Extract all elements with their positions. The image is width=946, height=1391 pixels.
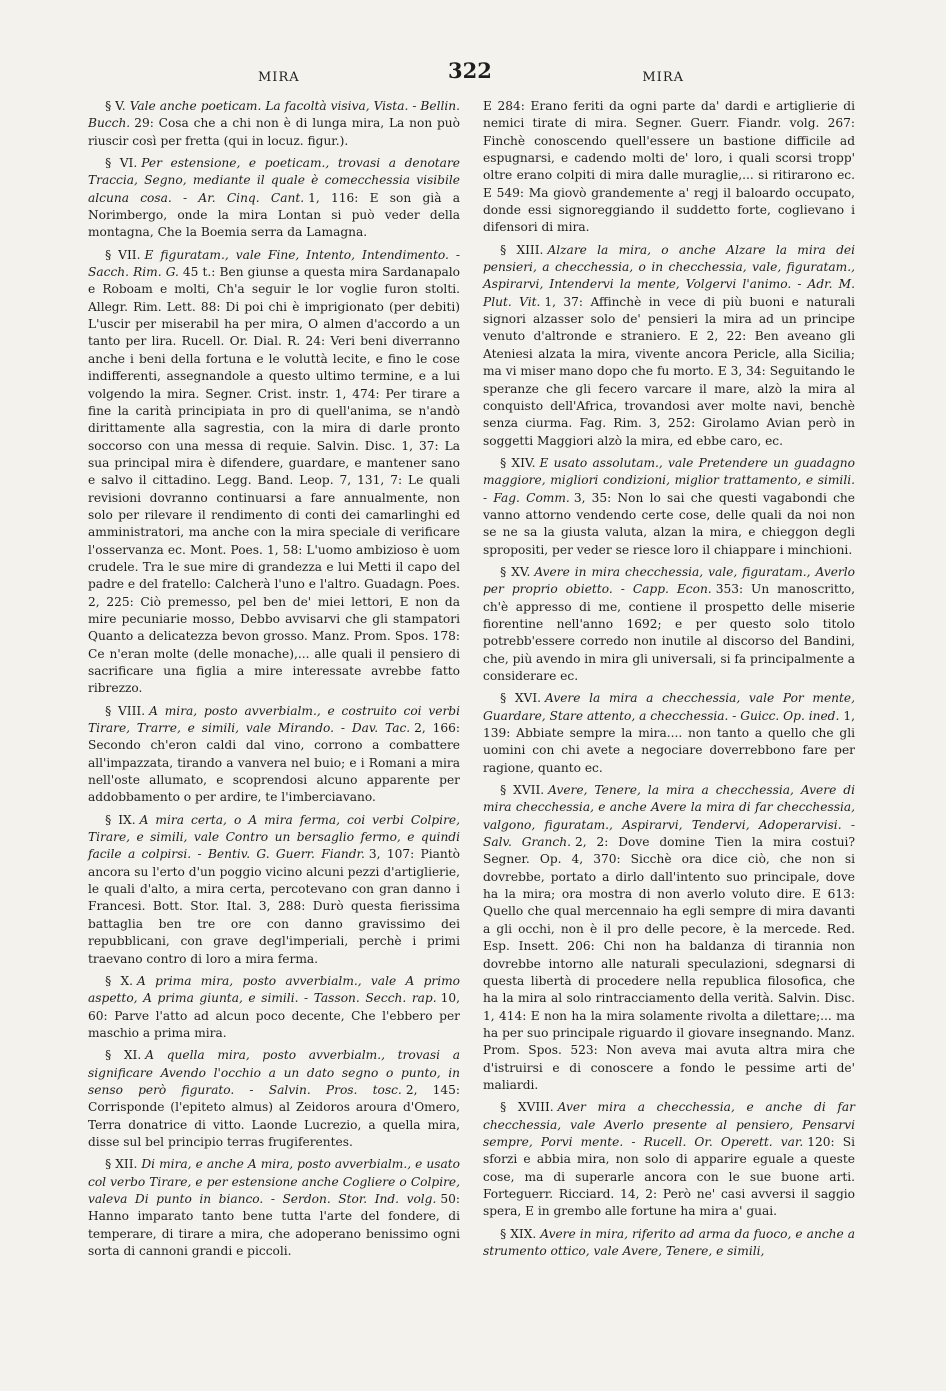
entry-paragraph xyxy=(483,455,855,559)
entry-paragraph xyxy=(483,564,855,685)
section-number: § XIV. xyxy=(500,455,536,470)
entry-paragraph xyxy=(88,812,460,968)
entry-paragraph xyxy=(88,1047,460,1151)
section-number: § VII. xyxy=(105,247,141,262)
entry-paragraph xyxy=(88,155,460,242)
section-number: § XIII. xyxy=(500,242,544,257)
entry-definition: A mira, posto avverbialm., e costruito coi verbi Tirare, Trarre, e simili, vale Mirando. - Dav. Tac. xyxy=(88,703,461,736)
entry-paragraph xyxy=(483,1226,855,1261)
entry-text: 2, 2: Dove domine Tien la mira costui? Segner. Op. 4, 370: Sicchè ora dice ciò, che non si dovrebbe, portato a dirlo dall'intento suo principale, dove ha la mira; ora mostra di non averlo voluto dire. E 613: Quello che qual mercennaio ha egli sempre di mira davanti a gli occhi, non è il pro delle pecore, è la mercede. Red. Esp. Insett. 206: Chi non ha baldanza di tirannia non dovrebbe intorno alle naturali speculazioni, sdegnarsi di questa libertà di procedere nella republica filosofica, che ha la mira al solo rintracciamento della verità. Salvin. Disc. 1, 414: E non ha la mira solamente rivolta a dilettare;... ma ha per suo principale riguardo il giovare insegnando. Manz. Prom. Spos. 523: Non aveva mai avuta altra mira che d'istruirsi e di conoscere a fondo le pessime arti de' maliardi. xyxy=(483,835,855,1092)
entry-definition: Avere la mira a checchessia, vale Por mente, Guardare, Stare attento, a checchessia. - Guicc. Op. ined. xyxy=(483,691,855,723)
entry-text: 353: Un manoscritto, ch'è appresso di me, contiene il prospetto delle miserie fiorentine nell'anno 1692; e per questo solo titolo potrebb'essere corredo non inutile al discorso del Bandini, che, più avendo in mira gli universali, si fa principalmente a considerare ec. xyxy=(483,582,855,683)
entry-text: 10, 60: Parve l'atto ad alcun poco decente, Che l'ebbero per maschio a prima mira. xyxy=(88,991,460,1040)
section-number: § XV. xyxy=(500,564,531,579)
entry-definition: A prima mira, posto avverbialm., vale A primo aspetto, A prima giunta, e simili. - Tasson. Secch. rap. xyxy=(88,973,460,1006)
section-number: § VIII. xyxy=(105,703,146,718)
header-right-word: MIRA xyxy=(642,70,684,85)
entry-definition: A mira certa, o A mira ferma, coi verbi Colpire, Tirare, e simili, vale Contro un bersaglio fermo, e quindi facile a colpirsi. - Bentiv. G. Guerr. Fiandr. xyxy=(88,812,460,862)
section-number: § V. xyxy=(105,99,126,113)
entry-definition: Aver mira a checchessia, e anche di far checchessia, vale Averlo presente al pensiero, Pensarvi sempre, Porvi mente. - Rucell. Or. Operett. var. xyxy=(483,1100,856,1149)
entry-text: 2, 166: Secondo ch'eron caldi dal vino, corrono a combattere all'impazzata, tirando a vanvera nel buio; e i Romani a mira nell'oste allumato, e scoprendosi alcuno apparente per addobbamento o per ardire, te l'imberciavano. xyxy=(88,721,461,805)
entry-paragraph-continued xyxy=(483,98,855,237)
entry-paragraph xyxy=(483,1099,855,1220)
entry-paragraph xyxy=(483,782,855,1094)
entry-text: 1, 37: Affinchè in vece di più buoni e naturali signori alzasser solo de' pensieri la mira ad un principe venuto d'altronde e straniero. E 2, 22: Ben aveano gli Ateniesi alzata la mira, vivente ancora Pericle, alla Sicilia; ma vi miser mano dopo che fu morto. E 3, 34: Seguitando le speranze che gli fecero varcare il mare, alzò la mira al conquisto dell'Africa, trovandosi aver molte navi, benchè senza ciurma. Fag. Rim. 3, 252: Girolamo Avian però in soggetti Maggiori alzò la mira, ed ebbe caro, ec. xyxy=(483,294,855,448)
entry-definition: Avere in mira, riferito ad arma da fuoco, e anche a strumento ottico, vale Avere, Tenere, e simili, xyxy=(483,1226,855,1258)
entry-text: 1, 139: Abbiate sempre la mira.... non tanto a quello che gli uomini con chi avete a negociare doverrebbono fare per ragione, quanto ec. xyxy=(483,708,855,775)
entry-paragraph xyxy=(88,1156,460,1260)
entry-text: 2, 145: Corrisponde (l'epiteto almus) al Zeidoros aroura d'Omero, Terra donatrice di vitto. Laonde Lucrezio, a quella mira, disse sul bel principio terras frugiferentes. xyxy=(88,1082,460,1149)
entry-text: 1, 116: E son già a Norimbergo, onde la mira Lontan si può veder della montagna, Che la Boemia serra da Lamagna. xyxy=(88,190,460,240)
left-column xyxy=(88,98,460,1265)
entry-text: 29: Cosa che a chi non è di lunga mira, La non può riuscir così per fretta (qui in locuz. figur.). xyxy=(88,116,460,148)
entry-text: 3, 107: Piantò ancora su l'erto d'un poggio vicino alcuni pezzi d'artiglierie, le quali d'alto, a mira certa, percotevano con gran danno i Francesi. Bott. Stor. Ital. 3, 288: Durò questa fierissima battaglia ben tre ore con danno gravissimo dei repubblicani, con grave degl'imperiali, perchè i primi traevano contro di loro a mira ferma. xyxy=(88,847,460,966)
entry-text: 3, 35: Non lo sai che questi vagabondi che vanno attorno vendendo certe cose, delle quali da noi non se ne sa la giusta valuta, alzan la mira, e chieggon degli spropositi, per veder se riesce loro il chiappare i minchioni. xyxy=(483,490,855,557)
header-left-word: MIRA xyxy=(258,70,300,85)
entry-paragraph xyxy=(483,242,855,450)
entry-definition: Per estensione, e poeticam., trovasi a denotare Traccia, Segno, mediante il quale è comecchessia visibile alcuna cosa. - Ar. Cinq. Cant. xyxy=(88,156,460,205)
section-number: § XII. xyxy=(105,1157,138,1172)
entry-definition: Vale anche poeticam. La facoltà visiva, Vista. - Bellin. Bucch. xyxy=(88,99,460,131)
entry-definition: Avere, Tenere, la mira a checchessia, Avere di mira checchessia, e anche Avere la mira di far checchessia, valgono, figuratam., Aspirarvi, Tendervi, Adoperarvisi. - Salv. Granch. xyxy=(483,783,855,850)
section-number: § IX. xyxy=(105,812,136,827)
section-number: § XVIII. xyxy=(500,1100,554,1115)
page-header xyxy=(88,58,864,88)
entry-definition: Di mira, e anche A mira, posto avverbialm., e usato col verbo Tirare, e per estensione anche Cogliere o Colpire, valeva Di punto in bianco. - Serdon. Stor. Ind. volg. xyxy=(88,1157,460,1206)
section-number: § XI. xyxy=(105,1048,142,1063)
entry-definition: Avere in mira checchessia, vale, figuratam., Averlo per proprio obietto. - Capp. Econ. xyxy=(483,564,855,597)
entry-text: 50: Hanno imparato tanto bene tutta l'arte del fondere, di temperare, di tirare a mira, che adoperano benissimo ogni sorta di cannoni grandi e piccoli. xyxy=(88,1191,460,1258)
entry-paragraph xyxy=(88,973,460,1042)
entry-paragraph xyxy=(88,703,460,807)
entry-text: E 284: Erano feriti da ogni parte da' dardi e artiglierie di nemici tirate di mira. Segner. Guerr. Fiandr. volg. 267: Finchè conoscendo quell'essere un bastione difficile ad espugnarsi, e cadendo molti de' loro, i quali scorsi tropp' oltre erano colpiti di mira dalle muraglie,... si ritirarono ec. E 549: Ma giovò grandemente a' regj il baloardo occupato, donde essi signoreggiando il suddetto forte, coglievano i difensori di mira. xyxy=(483,99,855,235)
entry-definition: Alzare la mira, o anche Alzare la mira dei pensieri, a checchessia, o in checchessia, vale, figuratam., Aspirarvi, Intendervi la mente, Volgervi l'animo. - Adr. M. Plut. Vit. xyxy=(483,242,855,309)
right-column xyxy=(483,98,855,1265)
entry-definition: A quella mira, posto avverbialm., trovasi a significare Avendo l'occhio a un dato segno o punto, in senso però figurato. - Salvin. Pros. tosc. xyxy=(88,1048,460,1097)
section-number: § VI. xyxy=(105,156,138,171)
section-number: § XVII. xyxy=(500,783,545,798)
section-number: § X. xyxy=(105,973,134,988)
entry-text: 45 t.: Ben giunse a questa mira Sardanapalo e Roboam e molti, Ch'a seguir le lor voglie furon stolti. Allegr. Rim. Lett. 88: Di poi chi è imprigionato (per debiti) L'uscir per miserabil ha per mira, O almen d'accordo a un tanto per lira. Rucell. Or. Dial. R. 24: Veri beni diverranno anche i beni della fortuna e le voluttà lecite, e fino le cose indifferenti, assegnandole a questo ultimo termine, e a lui volgendo la mira. Segner. Crist. instr. 1, 474: Per tirare a fine la carità principiata in pro di quell'anima, se n'andò dirittamente alla sagrestia, con la mira di darle pronto soccorso con una messa di requie. Salvin. Disc. 1, 37: La sua principal mira è difendere, guardare, e mantener sano e salvo il cittadino. Legg. Band. Leop. 7, 131, 7: Le quali revisioni dovranno continuarsi a fare annualmente, non solo per rilevare il rendimento di conti dei camarlinghi ed amministratori, ma anche con la mira speciale di verificare l'osservanza ec. Mont. Poes. 1, 58: L'uomo ambizioso è uom crudele. Tra le sue mire di grandezza e lui Metti il capo del padre e del fratello: Calcherà l'uno e l'altro. Guadagn. Poes. 2, 225: Ciò premesso, pel ben de' miei lettori, E non da mire pecuniarie mosso, Debbo avvisarvi che gli stampatori Quanto a delicatezza bevon grosso. Manz. Prom. Spos. 178: Ce n'eran molte (delle monache),... alle quali il pensiero di sacrificare una figlia a mire interessate avrebbe fatto ribrezzo. xyxy=(88,265,460,696)
page-number: 322 xyxy=(448,58,492,83)
entry-paragraph xyxy=(88,98,460,150)
entry-definition: E usato assolutam., vale Pretendere un guadagno maggiore, migliori condizioni, miglior trattamento, e simili. - Fag. Comm. xyxy=(483,455,855,505)
entry-definition: E figuratam., vale Fine, Intento, Intendimento. - Sacch. Rim. G. xyxy=(88,247,460,280)
entry-text: 120: Si sforzi e abbia mira, non solo di apparire eguale a queste cose, ma di superarle ancora con le sue buone arti. Forteguerr. Ricciard. 14, 2: Però ne' casi avversi il saggio spera, E in grembo alle fortune ha mira a' guai. xyxy=(483,1134,855,1219)
entry-paragraph xyxy=(88,247,460,698)
section-number: § XVI. xyxy=(500,691,542,706)
section-number: § XIX. xyxy=(500,1226,537,1241)
entry-paragraph xyxy=(483,690,855,777)
